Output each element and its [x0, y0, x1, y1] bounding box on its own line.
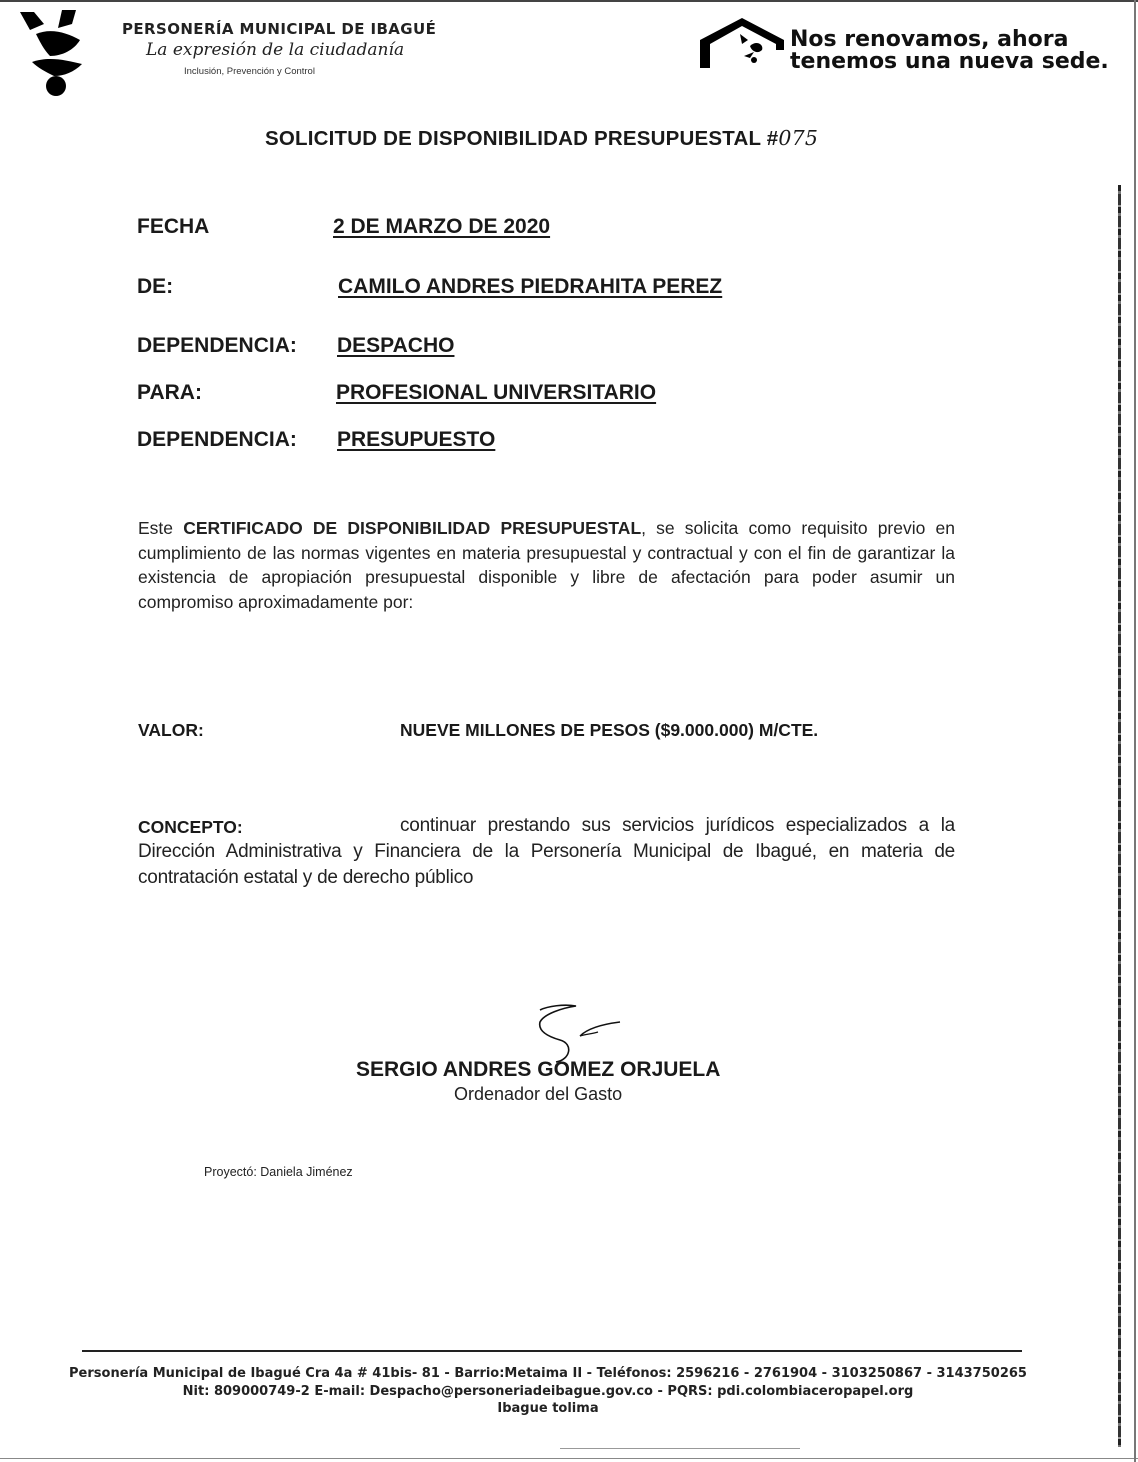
valor-label: VALOR: [138, 720, 204, 740]
org-slogan: La expresión de la ciudadanía [146, 40, 405, 60]
dependencia-value: DESPACHO [337, 334, 455, 357]
signer-name: SERGIO ANDRES GOMEZ ORJUELA [356, 1058, 721, 1081]
footer-divider [82, 1350, 1022, 1352]
para-value: PROFESIONAL UNIVERSITARIO [336, 381, 657, 404]
dependencia-label: DEPENDENCIA: [137, 334, 297, 357]
page-frame-right [1134, 0, 1136, 1462]
footer-contact: Nit: 809000749-2 E-mail: Despacho@personeriadeibague.gov.co - PQRS: pdi.colombiaceropapel.org [182, 1383, 914, 1399]
footer-city: Ibague tolima [497, 1401, 599, 1416]
valor-value: NUEVE MILLONES DE PESOS ($9.000.000) M/CTE. [400, 720, 819, 740]
personeria-logo-icon [10, 10, 110, 100]
footer-address: Personería Municipal de Ibagué Cra 4a # 41bis- 81 - Barrio:Metaima II - Teléfonos: 2596216 - 2761904 - 3103250867 - 3143750265 [69, 1366, 1027, 1381]
body-intro: Este [138, 518, 184, 538]
scan-edge-artifact [1118, 185, 1121, 1447]
org-name: PERSONERÍA MUNICIPAL DE IBAGUÉ [122, 20, 437, 38]
concepto-label: CONCEPTO: [138, 817, 243, 837]
de-label: DE: [137, 275, 174, 298]
dependencia-destino-value: PRESUPUESTO [337, 428, 496, 451]
body-rest: , se solicita como requisito previo en cumplimiento de las normas vigentes en materia presupuestal y contractual y con el fin de garantizar la existencia de apropiación presupuestal disponible y libre de afectación para poder asumir un compromiso aproximadamente por: [138, 518, 955, 612]
sede-banner-line2: tenemos una nueva sede. [790, 49, 1109, 74]
fecha-label: FECHA [137, 215, 210, 238]
page-frame-bottom [0, 1458, 1138, 1459]
org-subtitle: Inclusión, Prevención y Control [184, 66, 315, 77]
projected-by: Proyectó: Daniela Jiménez [204, 1165, 353, 1179]
dependencia-destino-label: DEPENDENCIA: [137, 428, 297, 451]
signer-role: Ordenador del Gasto [454, 1084, 623, 1104]
page-frame-top [0, 0, 1138, 2]
document-title [265, 126, 818, 151]
footer [60, 1365, 1036, 1418]
sede-banner-line1: Nos renovamos, ahora [790, 27, 1069, 52]
concepto-text: continuar prestando sus servicios jurídicos especializados a la Dirección Administrativa y Financiera de la Personería Municipal de Ibagué, en materia de contratación estatal y de derecho público [138, 815, 955, 888]
fecha-value: 2 DE MARZO DE 2020 [333, 215, 551, 238]
para-label: PARA: [137, 381, 202, 404]
house-icon [698, 16, 796, 70]
document-number: 075 [778, 126, 819, 150]
de-value: CAMILO ANDRES PIEDRAHITA PEREZ [338, 275, 723, 298]
document-title-text: SOLICITUD DE DISPONIBILIDAD PRESUPUESTAL # [265, 127, 779, 150]
body-paragraph [138, 516, 955, 614]
scan-smudge [560, 1448, 800, 1449]
certificate-name: CERTIFICADO DE DISPONIBILIDAD PRESUPUESTAL [183, 518, 642, 538]
